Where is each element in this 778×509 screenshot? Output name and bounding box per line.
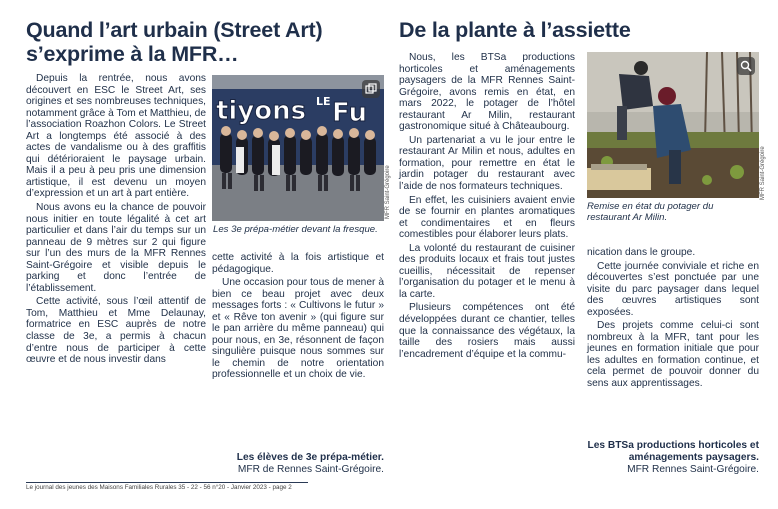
potager-photo[interactable] <box>587 52 759 198</box>
left-paragraph-2: Nous avons eu la chance de pouvoir nous initier en toute légalité à cet art particulier et dans l’air du temps sur un panneau de 9 mètres sur 2 qui figure sur l’un des murs de la MFR Rennes Saint-Grégoire et visible depuis le parking et donc l’entrée de l’établissement. <box>26 202 206 294</box>
left-title-line2: s’exprime à la MFR… <box>26 42 239 66</box>
right-photo-caption: Remise en état du potager du restaurant Ar Milin. <box>587 201 714 223</box>
fresque-photo[interactable] <box>212 75 384 221</box>
svg-text:Fu: Fu <box>332 98 367 128</box>
right-paragraph-6: nication dans le groupe. <box>587 247 696 258</box>
right-column-2 <box>587 247 759 390</box>
right-column-1 <box>399 52 575 360</box>
svg-text:tiyons: tiyons <box>216 96 307 126</box>
fresque-photo-illustration <box>212 75 384 221</box>
footer-rule <box>26 482 308 483</box>
right-paragraph-8: Des projets comme celui-ci sont nombreux à la MFR, tant pour les jeunes en formation initiale que pour les adultes en formation continue, et cela permet de pouvoir donner du sens aux apprentissages. <box>587 320 759 390</box>
potager-photo-illustration <box>587 52 759 198</box>
gallery-icon[interactable] <box>362 80 380 98</box>
right-signature-school: MFR Rennes Saint-Grégoire. <box>627 464 759 475</box>
left-signature-authors: Les élèves de 3e prépa-métier. <box>236 452 384 463</box>
left-photo-caption: Les 3e prépa-métier devant la fresque. <box>213 224 378 235</box>
page-footer: Le journal des jeunes des Maisons Familiales Rurales 35 - 22 - 56 n°20 - Janvier 2023 - page 2 <box>26 484 292 491</box>
left-signature-school: MFR de Rennes Saint-Grégoire. <box>237 464 384 475</box>
left-paragraph-4: cette activité à la fois artistique et pédagogique. <box>212 252 384 275</box>
right-paragraph-7: Cette journée conviviale et riche en découvertes s’est ponctuée par une visite du parc paysager dans lequel des œuvres artistiques sont exposées. <box>587 260 759 318</box>
left-title-line1: Quand l’art urbain (Street Art) <box>26 18 323 42</box>
left-paragraph-5: Une occasion pour tous de mener à bien ce beau projet avec deux messages forts : « Cultivons le futur » et « Rêve ton avenir » (qui figure sur le pan arrière du même panneau) qui pour nous, en 3e, résonnent de façon singulière puisque nous sommes sur le chemin de notre orientation professionnelle et un choix de vie. <box>212 277 384 381</box>
right-photo-credit: MFR Saint-Grégoire <box>760 146 766 200</box>
right-paragraph-1: Nous, les BTSa productions horticoles et aménagements paysagers de la MFR Rennes Saint-Grégoire, avons remis en état, en mars 2022, le potager de l’hôtel restaurant Ar Milin, restaurant gastronomique situé à Châteaubourg. <box>399 52 575 133</box>
left-paragraph-3: Cette activité, sous l’œil attentif de Tom, Matthieu et Mme Delaunay, formatrice en ESC auprès de notre classe de 3e, a permis à chacun d’entre nous de participer à cette œuvre et de nous investir dans <box>26 296 206 366</box>
left-paragraph-1: Depuis la rentrée, nous avons découvert en ESC le Street Art, ses origines et ses nombreuses techniques, notamment grâce à Tom et Matthieu, de l’association Roazhon Colors. Le Street Art a longtemps été associé à des actes de vandalisme ou à des graffitis qui détérioraient le paysage urbain. Mais il a peu à peu pris une dimension artistique, il est devenu un moyen d’expression et un art à part entière. <box>26 73 206 200</box>
right-paragraph-4: La volonté du restaurant de cuisiner des produits locaux et frais tout justes cueillis, nécessitait de repenser l’organisation du potager et le menu à la carte. <box>399 242 575 300</box>
right-paragraph-2: Un partenariat a vu le jour entre le restaurant Ar Milin et nous, adultes en formation, pour remettre en état le jardin potager du restaurant avec l’aide de nos formateurs techniques. <box>399 134 575 193</box>
right-paragraph-5: Plusieurs compétences ont été développées durant ce chantier, telles que la connaissance des végétaux, la taille des rosiers mais aussi l’encadrement d’équipe et la commu- <box>399 302 575 360</box>
left-photo-credit: MFR Saint-Grégoire <box>385 165 391 219</box>
left-column-1 <box>26 73 206 366</box>
left-article-title <box>26 18 386 66</box>
right-paragraph-3: En effet, les cuisiniers avaient envie de se fournir en plantes aromatiques et condimentaires et en fleurs comestibles pour élaborer leurs plats. <box>399 194 575 241</box>
right-article-title: De la plante à l’assiette <box>399 18 631 42</box>
svg-text:LE: LE <box>316 95 331 108</box>
magnifier-icon[interactable] <box>737 57 755 75</box>
left-column-2 <box>212 252 384 381</box>
right-signature-authors: Les BTSa productions horticoles et aménagements paysagers. <box>587 440 759 463</box>
